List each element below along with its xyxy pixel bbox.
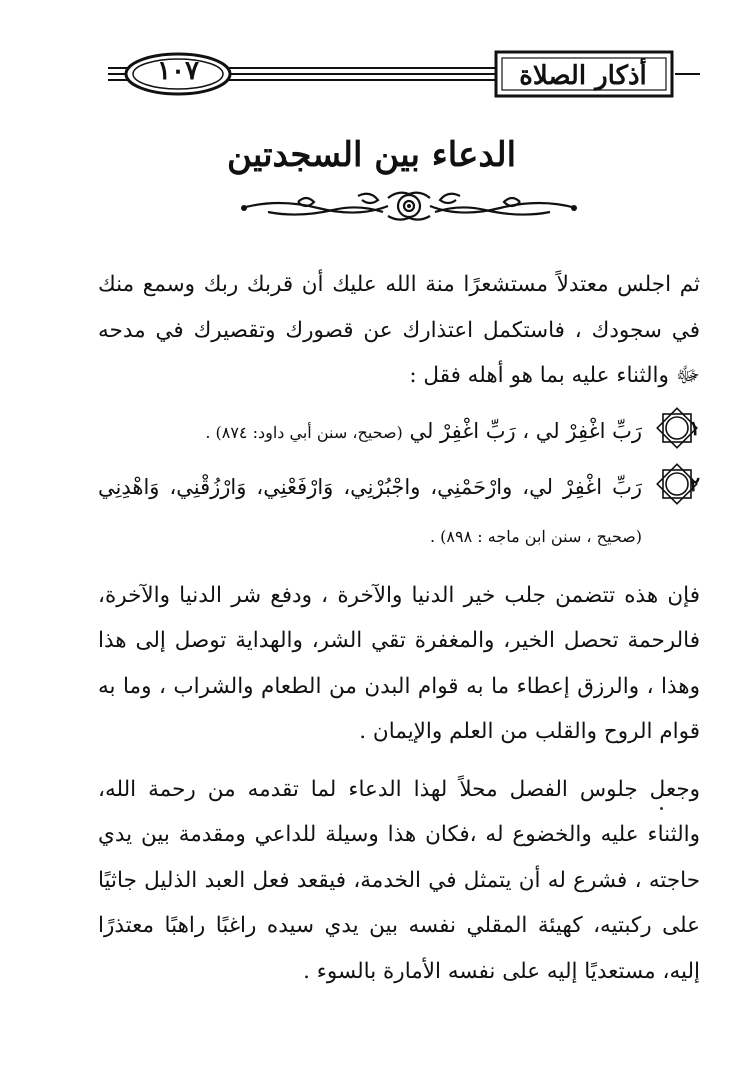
- dua-text-block: [98, 463, 642, 561]
- dua-number-badge: [654, 461, 700, 507]
- dua-item: [98, 463, 700, 561]
- running-section-title: أذكار الصلاة: [519, 61, 647, 91]
- page-number: ١٠٧: [157, 56, 199, 86]
- page-body: [98, 262, 700, 994]
- dua-item: [98, 407, 700, 457]
- intro-paragraph: ثم اجلس معتدلاً مستشعرًا منة الله عليك أن قربك ربك وسمع منك في سجودك ، فاستكمل اعتذارك عن قصورك وتقصيرك في مدحه ﷻ والثناء عليه بما هو أهله فقل :: [98, 272, 700, 388]
- stray-dot: [660, 807, 663, 810]
- page-header: [0, 0, 743, 110]
- dua-number-badge: [654, 405, 700, 451]
- title-ornament-divider: [238, 188, 580, 224]
- dua-reference: (صحيح ، سنن ابن ماجه : ٨٩٨) .: [430, 526, 642, 546]
- dua-number: ٢: [689, 471, 700, 496]
- dua-number: ١: [689, 415, 700, 440]
- explanation-paragraph: فإن هذه تتضمن جلب خير الدنيا والآخرة ، ودفع شر الدنيا والآخرة، فالرحمة تحصل الخير، والمغفرة تقي الشر، والهداية توصل إلى هذا وهذا ، والرزق إعطاء ما به قوام البدن من الطعام والشراب ، وما به قوام الروح والقلب من العلم والإيمان .: [98, 582, 700, 744]
- dua-text: رَبِّ اغْفِرْ لي ، رَبِّ اغْفِرْ لي: [409, 418, 642, 443]
- explanation-paragraph: وجعل جلوس الفصل محلاً لهذا الدعاء لما تقدمه من رحمة الله، والثناء عليه والخضوع له ،فكان هذا وسيلة للداعي ومقدمة بين يدي حاجته ، فشرع له أن يتمثل في الخدمة، فيقعد فعل العبد الذليل جاثيًا على ركبتيه، كهيئة المقلي نفسه بين يدي سيده راغبًا راهبًا معتذرًا إليه، مستعديًا إليه على نفسه الأمارة بالسوء .: [98, 776, 700, 984]
- dua-text-block: [98, 407, 642, 457]
- dua-reference: (صحيح، سنن أبي داود: ٨٧٤) .: [205, 422, 403, 442]
- chapter-title: الدعاء بين السجدتين: [226, 135, 517, 175]
- dua-text: رَبِّ اغْفِرْ لي، وارْحَمْنِي، واجْبُرْنِي، وَارْفَعْنِي، وَارْزُقْنِي، وَاهْدِنِي: [98, 474, 642, 499]
